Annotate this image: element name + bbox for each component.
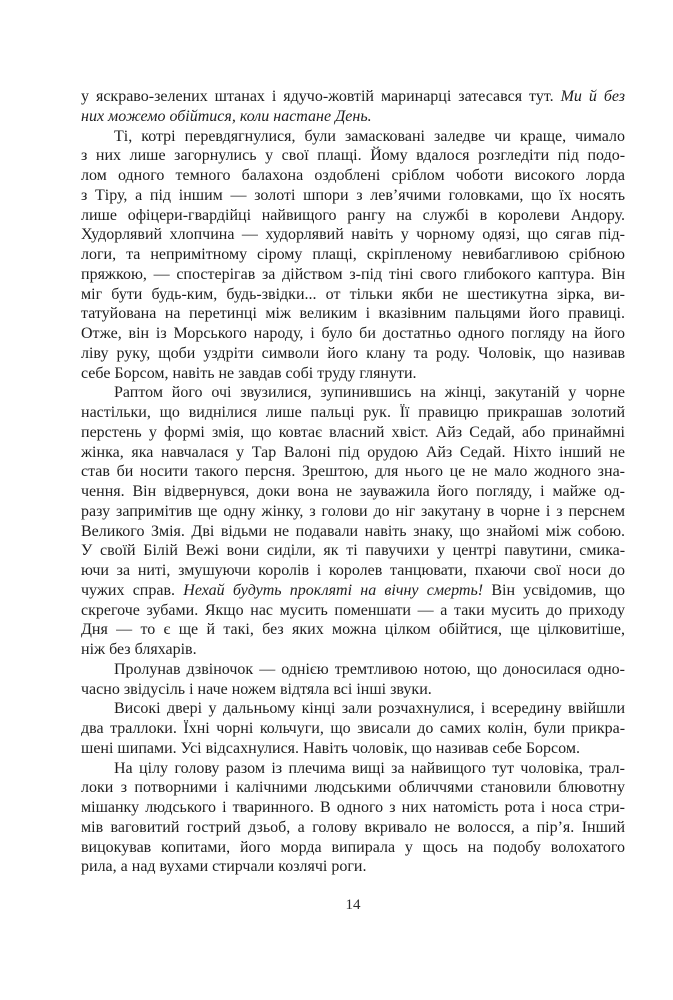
text-run-group <box>81 266 625 283</box>
text-run: часно звідусіль і наче ножем відтяла всі інші звуки. <box>81 680 432 698</box>
text-run-group <box>81 108 372 125</box>
text-run-group <box>81 365 417 382</box>
text-run-group <box>81 128 625 145</box>
italic-text-run: них можемо обійтися, коли настане День. <box>81 107 372 125</box>
text-line <box>81 265 625 285</box>
italic-text-run: Ми й без <box>560 88 626 105</box>
text-run: Він усвідомив, що <box>483 581 626 599</box>
text-run-group <box>81 779 625 796</box>
text-run: Ті, котрі перевдягнулися, були замасковані заледве чи краще, чимало <box>114 127 626 145</box>
text-run-group <box>81 799 625 816</box>
text-run-group <box>81 226 625 243</box>
text-run: міг бути будь-ким, будь-звідки... от тільки якби не шестикутна зірка, ви- <box>81 285 626 303</box>
text-line <box>81 443 625 463</box>
text-line <box>81 601 625 621</box>
text-block <box>81 87 625 877</box>
paragraph <box>81 383 625 660</box>
text-line <box>81 166 625 186</box>
text-run: ліву руку, щоби уздріти символи його клану та роду. Чоловік, що називав <box>81 344 626 362</box>
text-run: лише офіцери-гвардійці найвищого рангу на службі в королеви Андору. <box>81 206 626 224</box>
text-line <box>81 423 625 443</box>
text-run-group <box>81 621 625 638</box>
text-line <box>81 127 625 147</box>
text-line <box>81 522 625 542</box>
text-run: Худорлявий хлопчина — худорлявий навіть у чорному одязі, що сягав під- <box>81 226 626 244</box>
text-run: разу запримітив ще одну жінку, з голови до ніг закутану в чорне і з перснем <box>81 502 626 520</box>
paragraph-indent <box>81 396 114 397</box>
text-run: у яскраво-зелених штанах і ядучо-жовтій маринарці затесався тут. <box>81 88 561 105</box>
text-run: чення. Він відвернувся, доки вона не зауважила його погляду, і майже од- <box>81 483 625 500</box>
paragraph <box>81 127 625 384</box>
text-run-group <box>81 483 625 500</box>
text-run: рила, а над вухами стирчали козлячі роги. <box>81 858 367 876</box>
text-line <box>81 107 625 127</box>
text-line <box>81 502 625 522</box>
text-line <box>81 403 625 423</box>
text-run: пряжкою, — спостерігав за дійством з-під тіні свого глибокого каптура. Він <box>81 265 626 283</box>
text-line <box>81 620 625 640</box>
text-run: Отже, він із Морського народу, і було би достатньо одного погляду на його <box>81 325 625 342</box>
text-line <box>81 818 625 838</box>
text-run-group <box>81 661 625 678</box>
text-run: настільки, що виднілися лише пальці рук. Її правицю прикрашав золотий <box>81 404 626 421</box>
text-run-group <box>81 542 625 559</box>
text-line <box>81 324 625 344</box>
text-line <box>81 719 625 739</box>
text-line <box>81 857 625 877</box>
text-run: татуйована на перетинці між великим і вказівним пальцями його правиці. <box>81 305 625 323</box>
text-run-group <box>81 463 625 480</box>
text-run-group <box>81 325 625 342</box>
text-run-group <box>81 207 625 224</box>
text-run-group <box>81 444 625 461</box>
text-run: логи, та непримітному сірому плащі, скріпленому невибагливою срібною <box>81 246 625 263</box>
text-run: перстень у формі змія, що ковтає власний хвіст. Айз Седай, або принаймні <box>81 423 625 441</box>
text-line <box>81 245 625 265</box>
paragraph <box>81 660 625 700</box>
text-line <box>81 739 625 759</box>
text-run-group <box>81 424 625 441</box>
text-run: Раптом його очі звузилися, зупинившись на жінці, закутаній у чорне <box>114 384 625 402</box>
text-line <box>81 838 625 858</box>
text-line <box>81 146 625 166</box>
text-run: ніж без бляхарів. <box>81 641 197 658</box>
paragraph <box>81 87 625 127</box>
text-run: з Тіру, а під іншим — золоті шпори з лев’ячими головками, що їх носять <box>81 186 625 204</box>
text-run-group <box>81 839 625 856</box>
text-run-group <box>81 760 625 777</box>
text-line <box>81 660 625 680</box>
text-run-group <box>81 641 197 658</box>
text-run-group <box>81 582 625 599</box>
text-line <box>81 344 625 364</box>
text-run-group <box>81 147 625 164</box>
text-run-group <box>81 187 625 204</box>
text-run: лом одного темного балахона оздоблені сріблом чоботи високого лорда <box>81 167 626 184</box>
text-run: два траллоки. Їхні чорні кольчуги, що звисали до самих колін, були прикра- <box>81 720 626 737</box>
text-run-group <box>81 286 625 303</box>
text-run: Пролунав дзвіночок — однією тремтливою нотою, що доносилася одно- <box>114 660 626 678</box>
paragraph-indent <box>81 140 114 141</box>
text-run: мів ваговитий гострий дзьоб, а голову вкривало не волосся, а пір’я. Інший <box>81 818 626 836</box>
text-run: з них лише загорнулись у свої плащі. Йому вдалося розгледіти під подо- <box>81 147 626 165</box>
text-line <box>81 778 625 798</box>
text-run-group <box>81 700 625 717</box>
text-run: ючи за ниті, змушуючи королів і королев танцювати, пхаючи свої носи до <box>81 562 626 579</box>
text-line <box>81 87 625 107</box>
text-line <box>81 304 625 324</box>
text-run: На цілу голову разом із плечима вищі за найвищого тут чоловіка, трал- <box>114 759 625 777</box>
text-run-group <box>81 167 625 184</box>
text-line <box>81 759 625 779</box>
paragraph <box>81 759 625 878</box>
text-line <box>81 699 625 719</box>
text-run-group <box>81 246 625 263</box>
text-line <box>81 225 625 245</box>
text-run: мішанку людського і тваринного. В одного з них натомість рота і носа стри- <box>81 799 625 816</box>
text-run-group <box>81 345 625 362</box>
text-line <box>81 364 625 384</box>
text-line <box>81 798 625 818</box>
text-run-group <box>81 88 625 105</box>
text-line <box>81 680 625 700</box>
text-line <box>81 640 625 660</box>
italic-text-run: Нехай будуть прокляті на вічну смерть! <box>183 581 484 599</box>
text-run: скрегоче зубами. Якщо нас мусить поменшати — а таки мусить до приходу <box>81 601 625 619</box>
text-run-group <box>81 523 625 540</box>
text-line <box>81 186 625 206</box>
paragraph <box>81 699 625 758</box>
text-run: шені шипами. Усі відсахнулися. Навіть чоловік, що називав себе Борсом. <box>81 739 580 757</box>
text-run-group <box>81 503 625 520</box>
text-run-group <box>81 305 625 322</box>
text-run: чужих справ. <box>81 581 184 599</box>
text-run: себе Борсом, навіть не завдав собі труду глянути. <box>81 364 417 382</box>
text-run: став би носити такого персня. Зрештою, для нього це не мало жодного зна- <box>81 463 625 481</box>
text-line <box>81 482 625 502</box>
text-run-group <box>81 404 625 421</box>
paragraph-indent <box>81 673 114 674</box>
text-run-group <box>81 720 625 737</box>
text-run: Високі двері у дальньому кінці зали розчахнулися, і всередину ввійшли <box>114 700 626 718</box>
paragraph-indent <box>81 712 114 713</box>
text-run-group <box>81 740 580 757</box>
text-run-group <box>81 562 625 579</box>
text-run: локи з потворними і калічними людськими обличчями становили блювотну <box>81 779 625 797</box>
text-run: вицокував копитами, його морда випирала у щось на подобу волохатого <box>81 838 626 856</box>
text-run-group <box>81 681 432 698</box>
text-run-group <box>81 602 625 619</box>
text-run-group <box>81 819 625 836</box>
text-run: У своїй Білій Вежі вони сиділи, як ті павучихи у центрі павутини, смика- <box>81 542 626 560</box>
text-line <box>81 285 625 305</box>
text-run-group <box>81 858 366 875</box>
text-line <box>81 206 625 226</box>
text-line <box>81 541 625 561</box>
text-run: Дня — то є ще й такі, без яких можна цілком обійтися, ще цілковитіше, <box>81 621 625 639</box>
text-run: Великого Змія. Дві відьми не подавали навіть знаку, що знайомі між собою. <box>81 522 626 540</box>
text-line <box>81 383 625 403</box>
text-line <box>81 581 625 601</box>
text-line <box>81 462 625 482</box>
text-line <box>81 561 625 581</box>
page-number: 14 <box>345 897 361 913</box>
paragraph-indent <box>81 772 114 773</box>
text-run: жінка, яка навчалася у Тар Валоні під орудою Айз Седай. Ніхто інший не <box>81 443 625 461</box>
text-run-group <box>81 384 625 401</box>
